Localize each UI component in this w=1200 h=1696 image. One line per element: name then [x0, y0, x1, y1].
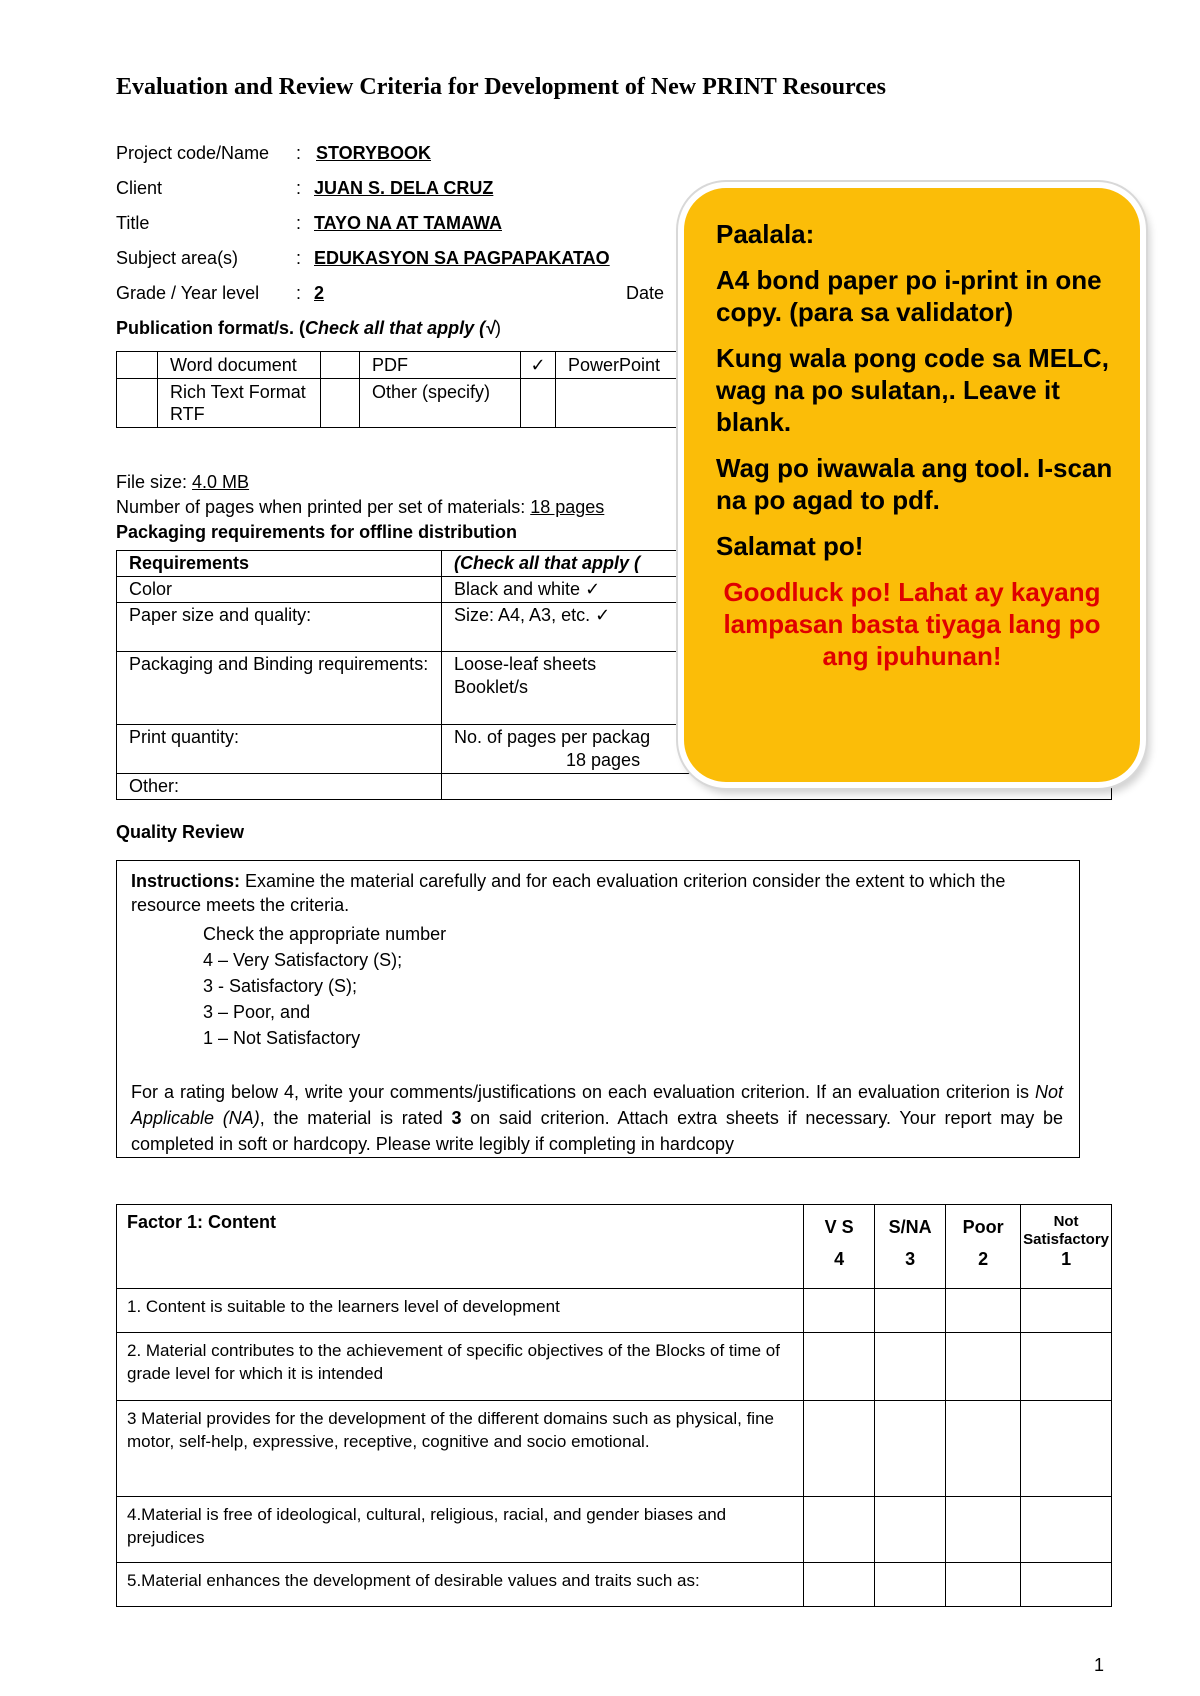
rating-cell[interactable] — [804, 1563, 875, 1607]
factor-title: Factor 1: Content — [117, 1205, 804, 1289]
rating-cell[interactable] — [875, 1563, 946, 1607]
scale-item: 4 – Very Satisfactory (S); — [203, 950, 403, 970]
sticky-note-reminder — [678, 182, 1146, 788]
checkbox-cell[interactable] — [117, 352, 158, 379]
pkg-value: Loose-leaf sheets Booklet/s — [442, 652, 1112, 725]
pkg-header-check: (Check all that apply ( — [442, 551, 1112, 577]
pub-label-bold: Publication format/s. ( — [116, 318, 306, 338]
meta-label: Title — [116, 213, 150, 233]
meta-colon: : — [296, 283, 302, 303]
para-text: on said criterion. Attach extra sheets if necessary. Your report may be completed in soft or hardcopy. Please write legibly if completing in hardcopy — [131, 1108, 1063, 1154]
pkg-print-qty-line1: No. of pages per packag — [454, 727, 651, 747]
rating-cell[interactable] — [946, 1401, 1021, 1497]
note-line: Wag po iwawala ang tool. I-scan na po agad to pdf. — [716, 453, 1113, 515]
checkbox-cell[interactable] — [321, 379, 360, 428]
note-encouragement: Goodluck po! Lahat ay kayang lampasan basta tiyaga lang po ang ipuhunan! — [723, 577, 1101, 671]
meta-value: TAYO NA AT TAMAWA — [314, 213, 502, 233]
criterion-text: 3 Material provides for the development of the different domains such as physical, fine motor, self-help, expressive, receptive, cognitive and socio emotional. — [117, 1401, 804, 1497]
col-label: S/NA — [888, 1217, 932, 1237]
col-header-vs — [804, 1205, 875, 1289]
format-rtf: Rich Text Format RTF — [158, 379, 321, 428]
pkg-label: Paper size and quality: — [117, 603, 442, 652]
packaging-heading: Packaging requirements for offline distribution — [116, 522, 518, 542]
pub-label-italic: Check all that apply (√ — [305, 318, 495, 338]
col-header-poor — [946, 1205, 1021, 1289]
page-number: 1 — [1093, 1655, 1104, 1675]
rating-cell[interactable] — [946, 1563, 1021, 1607]
instructions-box — [116, 860, 1080, 1158]
meta-label: Client — [116, 178, 163, 198]
file-size-value: 4.0 MB — [192, 472, 250, 492]
table-row — [117, 1205, 1112, 1289]
table-row — [117, 1401, 1112, 1497]
col-num: 2 — [978, 1249, 989, 1269]
pkg-label: Color — [117, 577, 442, 603]
table-row — [117, 1289, 1112, 1333]
pkg-label: Packaging and Binding requirements: — [117, 652, 442, 725]
criterion-text: 1. Content is suitable to the learners level of development — [117, 1289, 804, 1333]
col-label: V S — [824, 1217, 854, 1237]
rating-cell[interactable] — [875, 1401, 946, 1497]
meta-label: Subject area(s) — [116, 248, 239, 268]
para-text: For a rating below 4, write your comments/justifications on each evaluation criterion. If an evaluation criterion is — [131, 1082, 1035, 1102]
page-count-value: 18 pages — [530, 497, 605, 517]
note-heading: Paalala: — [716, 219, 815, 249]
scale-item: 1 – Not Satisfactory — [203, 1028, 361, 1048]
para-rating: 3 — [451, 1108, 462, 1128]
quality-review-heading: Quality Review — [116, 822, 245, 842]
checkbox-cell[interactable] — [117, 379, 158, 428]
note-line: A4 bond paper po i-print in one copy. (para sa validator) — [716, 265, 1102, 327]
pub-label-end: ) — [494, 318, 501, 338]
pkg-label: Print quantity: — [117, 725, 442, 774]
instructions-text: Examine the material carefully and for each evaluation criterion consider the extent to which the resource meets the criteria. — [131, 871, 1006, 915]
table-row — [117, 1333, 1112, 1401]
rating-cell[interactable] — [1021, 1563, 1112, 1607]
col-header-not-satisfactory — [1021, 1205, 1112, 1289]
meta-colon: : — [296, 178, 302, 198]
pkg-value: Size: A4, A3, etc. ✓ — [442, 603, 1112, 652]
meta-colon: : — [296, 143, 302, 163]
col-label: Poor — [962, 1217, 1004, 1237]
page-title: Evaluation and Review Criteria for Development of New PRINT Resources — [116, 74, 886, 100]
rating-cell[interactable] — [946, 1333, 1021, 1401]
rating-cell[interactable] — [804, 1401, 875, 1497]
checkbox-cell[interactable] — [521, 379, 556, 428]
pkg-print-qty-line2: 18 pages — [566, 750, 641, 770]
note-line: Salamat po! — [716, 531, 864, 561]
rating-cell[interactable] — [946, 1289, 1021, 1333]
rating-cell[interactable] — [804, 1497, 875, 1563]
col-num: 3 — [905, 1249, 916, 1269]
col-label: Not Satisfactory — [1023, 1213, 1110, 1248]
rating-paragraph — [131, 1079, 1063, 1157]
meta-colon: : — [296, 248, 302, 268]
table-row — [117, 1497, 1112, 1563]
format-other: Other (specify) — [360, 379, 521, 428]
scale-item: 3 - Satisfactory (S); — [203, 976, 358, 996]
meta-value: JUAN S. DELA CRUZ — [314, 178, 494, 198]
page-count — [116, 497, 604, 518]
checkbox-cell[interactable]: ✓ — [521, 352, 556, 379]
factor-table — [116, 1204, 1112, 1607]
publication-format-label — [116, 318, 501, 339]
meta-label: Grade / Year level — [116, 283, 260, 303]
col-num: 4 — [834, 1249, 845, 1269]
col-header-sna — [875, 1205, 946, 1289]
rating-cell[interactable] — [804, 1289, 875, 1333]
meta-value: EDUKASYON SA PAGPAPAKATAO — [314, 248, 610, 268]
meta-label: Project code/Name — [116, 143, 270, 163]
meta-row-project — [0, 143, 800, 167]
scale-item: 3 – Poor, and — [203, 1002, 311, 1022]
pkg-label: Other: — [117, 774, 442, 800]
rating-cell[interactable] — [875, 1289, 946, 1333]
rating-cell[interactable] — [875, 1333, 946, 1401]
para-na: Not Applicable (NA) — [131, 1082, 1063, 1128]
rating-cell[interactable] — [804, 1333, 875, 1401]
format-pdf: PDF — [360, 352, 521, 379]
format-powerpoint: PowerPoint — [556, 352, 1036, 379]
date-label: Date — [626, 283, 665, 303]
meta-value: 2 — [314, 283, 325, 303]
criterion-text: 4.Material is free of ideological, cultural, religious, racial, and gender biases and prejudices — [117, 1497, 804, 1563]
rating-cell[interactable] — [875, 1497, 946, 1563]
file-size — [116, 472, 249, 493]
meta-colon: : — [296, 213, 302, 233]
format-word: Word document — [158, 352, 321, 379]
pkg-value: Black and white ✓ — [442, 577, 1112, 603]
pkg-header-requirements: Requirements — [117, 551, 442, 577]
rating-cell[interactable] — [1021, 1497, 1112, 1563]
criterion-text: 5.Material enhances the development of desirable values and traits such as: — [117, 1563, 804, 1607]
rating-cell[interactable] — [1021, 1289, 1112, 1333]
table-row — [117, 1563, 1112, 1607]
note-line: Kung wala pong code sa MELC, wag na po sulatan,. Leave it blank. — [716, 343, 1109, 437]
checkbox-cell[interactable] — [321, 352, 360, 379]
col-num: 1 — [1061, 1249, 1072, 1269]
rating-cell[interactable] — [1021, 1401, 1112, 1497]
page-count-label: Number of pages when printed per set of materials: — [116, 497, 531, 517]
instructions-label: Instructions: — [131, 871, 241, 891]
meta-value: STORYBOOK — [316, 143, 432, 163]
criterion-text: 2. Material contributes to the achievement of specific objectives of the Blocks of time of grade level for which it is intended — [117, 1333, 804, 1401]
rating-cell[interactable] — [946, 1497, 1021, 1563]
rating-scale — [131, 921, 1063, 1051]
rating-cell[interactable] — [1021, 1333, 1112, 1401]
scale-item: Check the appropriate number — [203, 924, 447, 944]
meta-row-client — [0, 178, 800, 202]
para-text: , the material is rated — [259, 1108, 452, 1128]
instructions-intro — [131, 869, 1063, 917]
file-size-label: File size: — [116, 472, 193, 492]
